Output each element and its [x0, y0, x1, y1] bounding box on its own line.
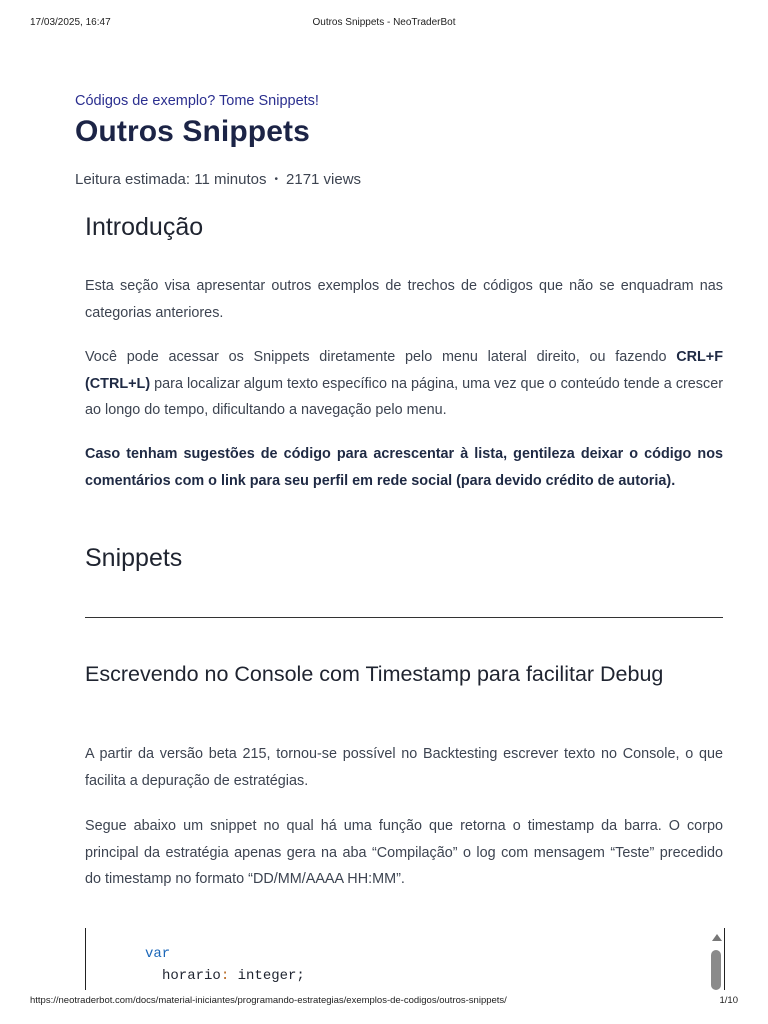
intro-p2-text-b: para localizar algum texto específico na página, uma vez que o conteúdo tende a crescer ao longo do tempo, dificultando a navegação pelo menu. [85, 375, 723, 418]
intro-p3-bold: Caso tenham sugestões de código para acrescentar à lista, gentileza deixar o código nos comentários com o link para seu perfil em rede social (para devido crédito de autoria). [85, 446, 723, 489]
scroll-up-arrow-icon[interactable] [712, 934, 722, 941]
console-paragraph-2: Segue abaixo um snippet no qual há uma função que retorna o timestamp da barra. O corpo principal da estratégia apenas gera na aba “Compilação” o log com mensagem “Teste” precedido do timestamp no formato “DD/MM/AAAA HH:MM”. [85, 818, 723, 887]
code-var-type: integer; [237, 968, 305, 984]
code-block[interactable] [85, 928, 725, 990]
intro-paragraph-1: Esta seção visa apresentar outros exemplos de trechos de códigos que não se enquadram nas categorias anteriores. [85, 278, 723, 321]
article-kicker-link[interactable]: Códigos de exemplo? Tome Snippets! [75, 93, 319, 109]
page-title: Outros Snippets [75, 115, 310, 148]
intro-p2-text-a: Você pode acessar os Snippets diretamente pelo menu lateral direito, ou fazendo [85, 349, 677, 365]
section-divider [85, 617, 723, 618]
code-keyword-var: var [145, 946, 171, 962]
snippets-heading: Snippets [85, 544, 183, 572]
intro-heading: Introdução [85, 213, 204, 241]
console-section-heading: Escrevendo no Console com Timestamp para facilitar Debug [85, 662, 664, 686]
code-scrollbar[interactable] [709, 928, 723, 990]
code-colon: : [220, 968, 230, 984]
meta-separator: • [274, 174, 279, 185]
print-page-title: Outros Snippets - NeoTraderBot [312, 17, 456, 28]
code-line-2 [162, 968, 305, 984]
print-footer [0, 995, 768, 1009]
print-header [0, 17, 768, 31]
print-date: 17/03/2025, 16:47 [30, 17, 111, 28]
view-count: 2171 views [286, 171, 362, 188]
scroll-thumb[interactable] [711, 950, 721, 990]
code-var-name: horario [162, 968, 221, 984]
intro-paragraph-2 [85, 344, 723, 424]
reading-time: Leitura estimada: 11 minutos [75, 171, 267, 188]
print-url: https://neotraderbot.com/docs/material-iniciantes/programando-estrategias/exemplos-de-codigos/outros-snippets/ [30, 995, 507, 1006]
intro-p2-shortcut: CRL+F (CTRL+L) [85, 349, 723, 392]
print-page-number: 1/10 [719, 995, 738, 1006]
article-meta [75, 171, 361, 188]
code-line-1 [145, 946, 170, 962]
console-paragraph-1: A partir da versão beta 215, tornou-se possível no Backtesting escrever texto no Console, o que facilita a depuração de estratégias. [85, 746, 723, 789]
intro-paragraph-3 [85, 441, 723, 494]
